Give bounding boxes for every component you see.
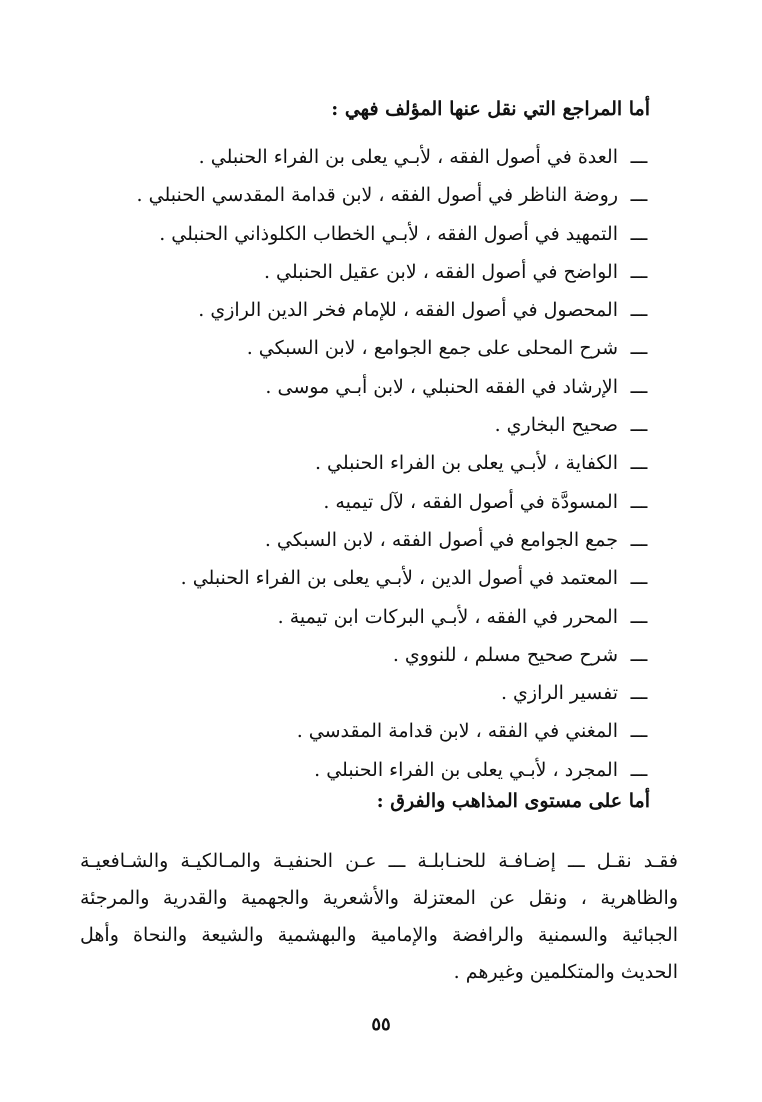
reference-text: روضة الناظر في أصول الفقه ، لابن قدامة المقدسي الحنبلي . xyxy=(136,184,618,207)
dash-marker: ـــ xyxy=(630,337,648,360)
reference-text: المعتمد في أصول الدين ، لأبـي يعلى بن الفراء الحنبلي . xyxy=(180,567,618,590)
sects-paragraph: فقـد نقـل ـــ إضـافـة للحنـابلـة ـــ عـن الحنفيـة والمـالكيـة والشـافعيـة والظاهرية ، ونقل عن المعتزلة والأشعرية والجهمية والقدرية والمرجئة الجبائية والسمنية والرافضة والإمامية والبهشمية والشيعة والنحاة وأهل الحديث والمتكلمين وغيرهم . xyxy=(80,850,678,983)
reference-item xyxy=(137,559,650,597)
sects-heading: أما على مستوى المذاهب والفرق : xyxy=(376,790,650,812)
reference-item xyxy=(137,712,650,750)
dash-marker: ـــ xyxy=(630,605,648,628)
dash-marker: ـــ xyxy=(630,720,648,743)
reference-item xyxy=(137,444,650,482)
dash-marker: ـــ xyxy=(630,567,648,590)
reference-item xyxy=(137,598,650,636)
reference-item xyxy=(137,138,650,176)
dash-marker: ـــ xyxy=(630,299,648,322)
references-list xyxy=(137,138,650,789)
reference-text: الكفاية ، لأبـي يعلى بن الفراء الحنبلي . xyxy=(314,452,618,475)
reference-item xyxy=(137,406,650,444)
reference-item xyxy=(137,329,650,367)
reference-text: جمع الجوامع في أصول الفقه ، لابن السبكي . xyxy=(264,528,618,551)
dash-marker: ـــ xyxy=(630,643,648,666)
reference-item xyxy=(137,176,650,214)
dash-marker: ـــ xyxy=(630,758,648,781)
dash-marker: ـــ xyxy=(630,184,648,207)
reference-item xyxy=(137,253,650,291)
reference-text: المجرد ، لأبـي يعلى بن الفراء الحنبلي . xyxy=(314,758,618,781)
dash-marker: ـــ xyxy=(630,682,648,705)
dash-marker: ـــ xyxy=(630,146,648,168)
reference-item xyxy=(137,483,650,521)
page-number: ٥٥ xyxy=(371,1014,391,1035)
dash-marker: ـــ xyxy=(630,260,648,283)
reference-text: المغني في الفقه ، لابن قدامة المقدسي . xyxy=(296,720,618,743)
reference-text: الإرشاد في الفقه الحنبلي ، لابن أبـي موسى . xyxy=(265,375,618,398)
reference-item xyxy=(137,368,650,406)
dash-marker: ـــ xyxy=(630,375,648,398)
reference-text: شرح صحيح مسلم ، للنووي . xyxy=(392,643,618,666)
dash-marker: ـــ xyxy=(630,414,648,437)
reference-item xyxy=(137,674,650,712)
reference-item xyxy=(137,751,650,789)
references-heading: أما المراجع التي نقل عنها المؤلف فهي : xyxy=(331,98,650,120)
reference-text: شرح المحلى على جمع الجوامع ، لابن السبكي . xyxy=(246,337,618,360)
reference-text: الواضح في أصول الفقه ، لابن عقيل الحنبلي . xyxy=(263,260,618,283)
dash-marker: ـــ xyxy=(630,222,648,245)
reference-item xyxy=(137,215,650,253)
reference-text: المحرر في الفقه ، لأبـي البركات ابن تيمية . xyxy=(277,605,618,628)
reference-item xyxy=(137,636,650,674)
reference-text: المسودَّة في أصول الفقه ، لآل تيميه . xyxy=(323,490,618,513)
reference-text: التمهيد في أصول الفقه ، لأبـي الخطاب الكلوذاني الحنبلي . xyxy=(159,222,618,245)
dash-marker: ـــ xyxy=(630,490,648,513)
dash-marker: ـــ xyxy=(630,528,648,551)
reference-text: العدة في أصول الفقه ، لأبـي يعلى بن الفراء الحنبلي . xyxy=(198,146,618,168)
reference-text: المحصول في أصول الفقه ، للإمام فخر الدين الرازي . xyxy=(198,299,618,322)
reference-text: صحيح البخاري . xyxy=(494,414,618,437)
dash-marker: ـــ xyxy=(630,452,648,475)
reference-item xyxy=(137,291,650,329)
reference-item xyxy=(137,521,650,559)
reference-text: تفسير الرازي . xyxy=(500,682,618,705)
